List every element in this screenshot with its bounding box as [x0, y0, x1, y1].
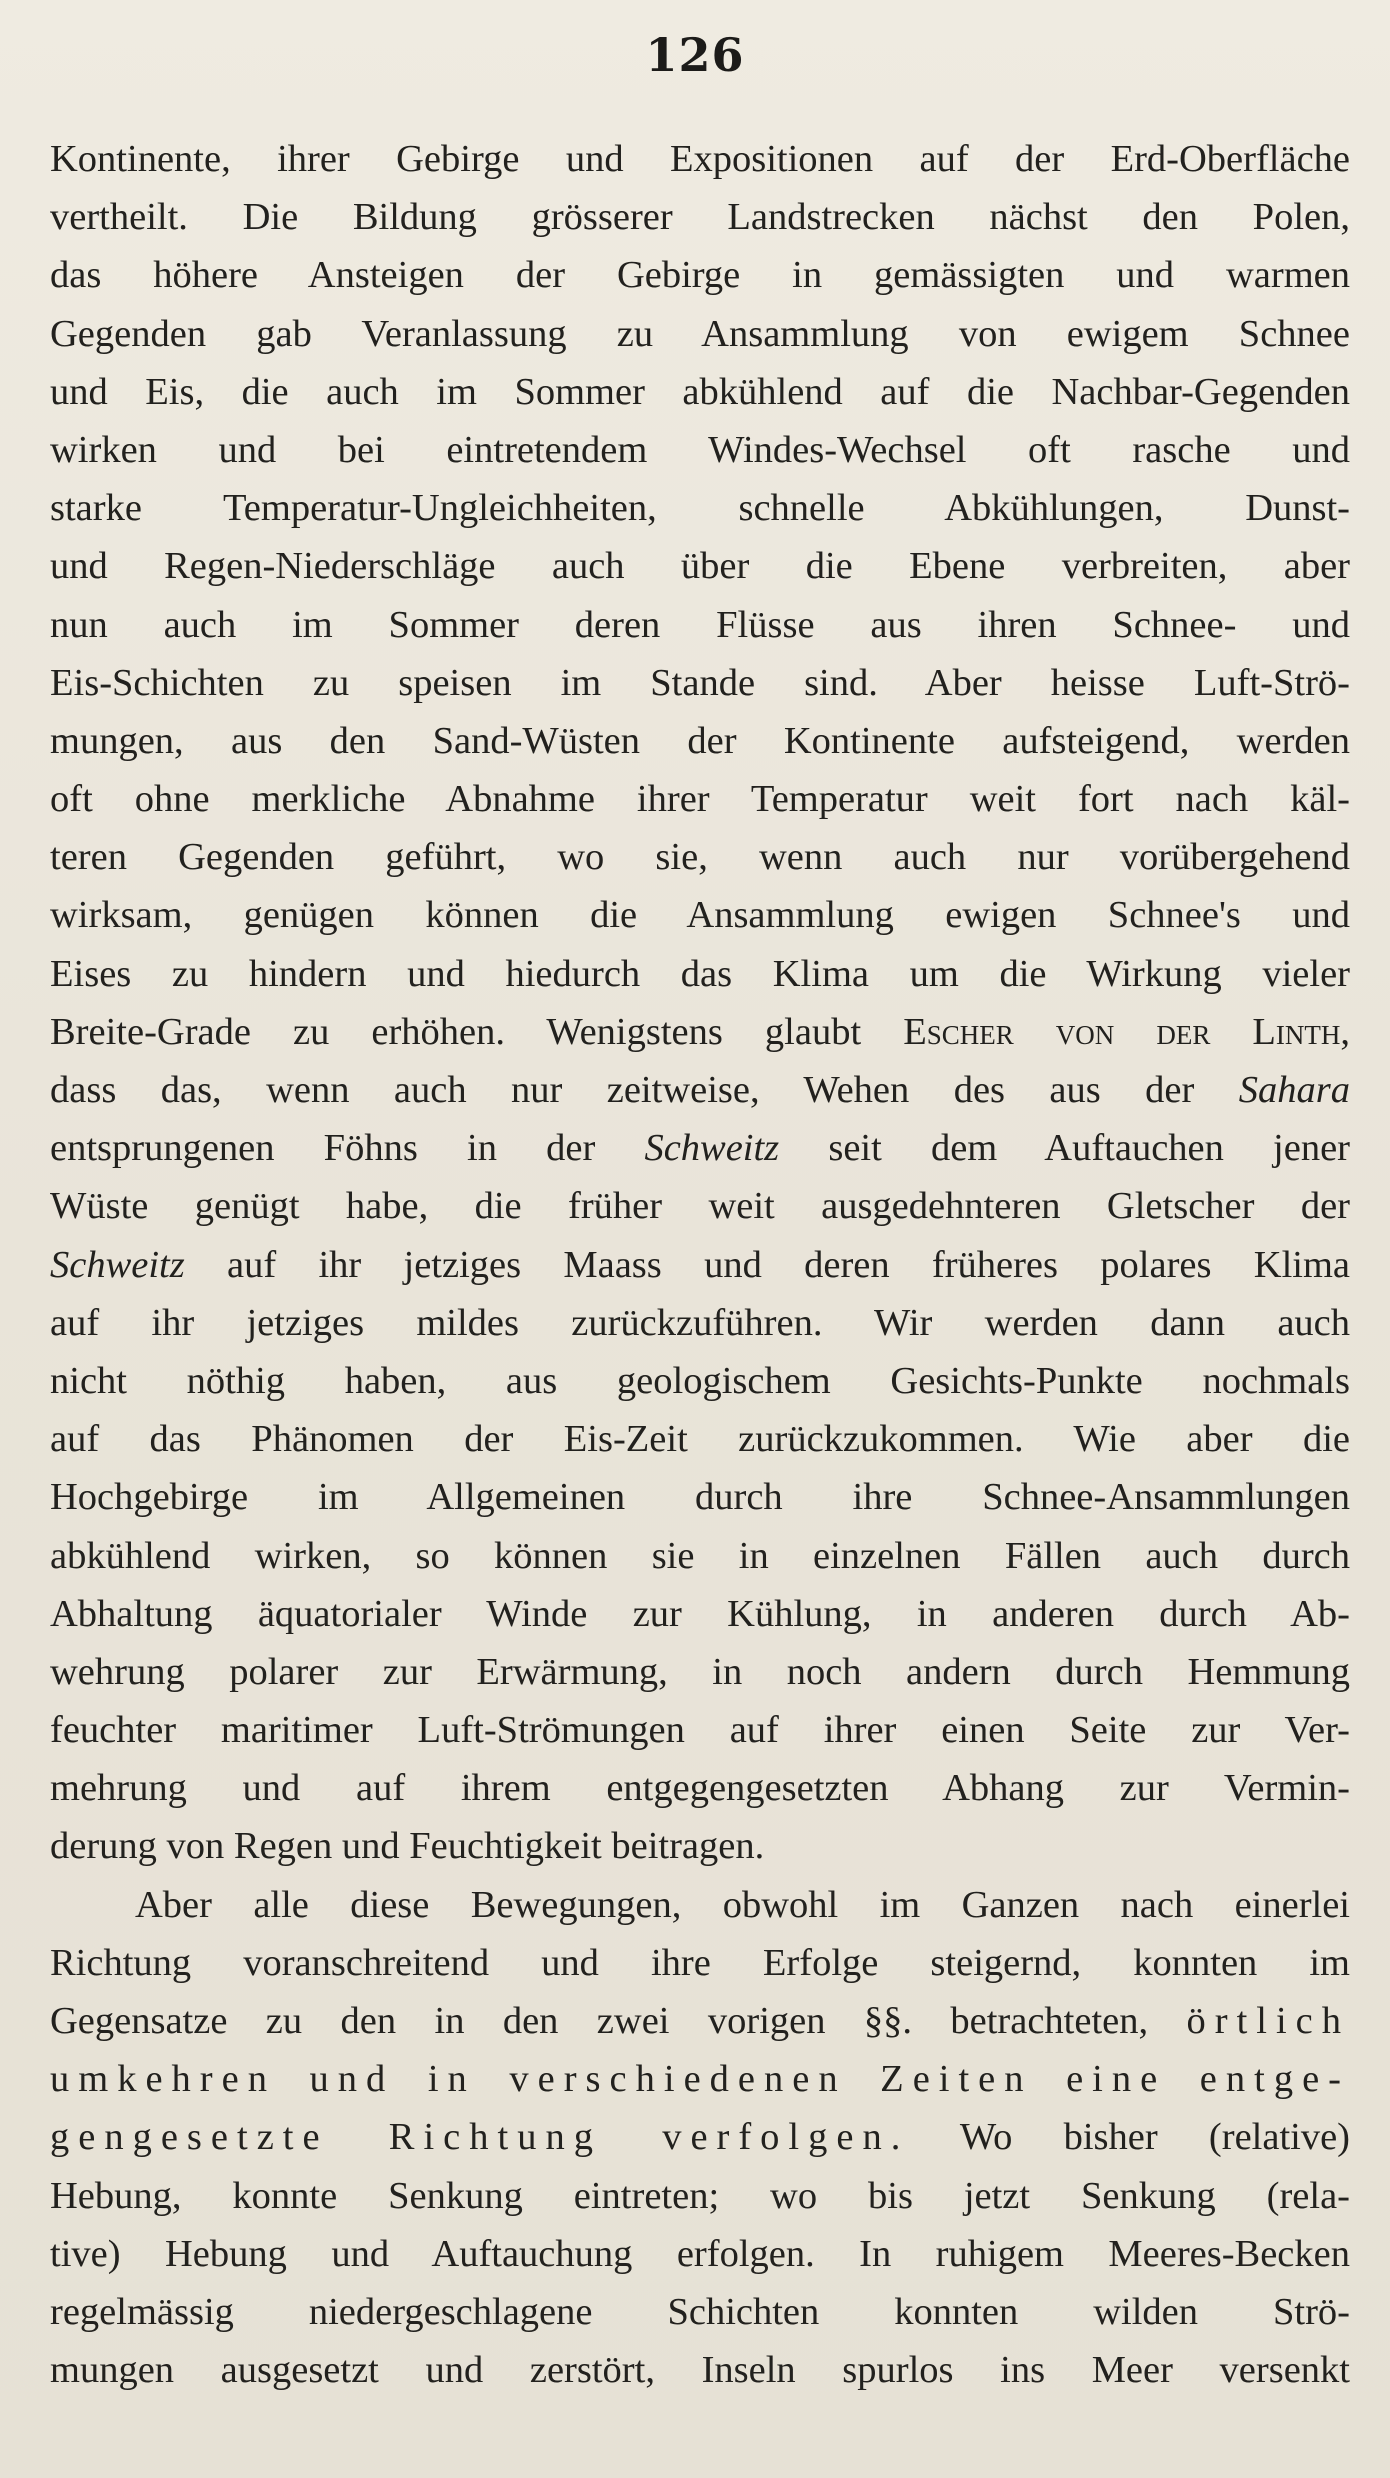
text-line: Richtung voranschreitend und ihre Erfolge steigernd, konnten im [50, 1941, 1350, 1984]
text-line: feuchter maritimer Luft-Strömungen auf ihrer einen Seite zur Ver- [50, 1709, 1350, 1752]
text-line [50, 1992, 1350, 2050]
text-line: Gegenden gab Veranlassung zu Ansammlung von ewigem Schnee [50, 312, 1350, 355]
text-line: Eises zu hindern und hiedurch das Klima um die Wirkung vieler [50, 952, 1350, 995]
text-line: mehrung und auf ihrem entgegengesetzten Abhang zur Vermin- [50, 1767, 1350, 1810]
text-line: tive) Hebung und Auftauchung erfolgen. In ruhigem Meeres-Becken [50, 2232, 1350, 2275]
text-line: mungen, aus den Sand-Wüsten der Kontinente aufsteigend, werden [50, 719, 1350, 762]
text-line: auf das Phänomen der Eis-Zeit zurückzukommen. Wie aber die [50, 1418, 1350, 1461]
text-line: mungen ausgesetzt und zerstört, Inseln spurlos ins Meer versenkt [50, 2349, 1350, 2392]
text-line: regelmässig niedergeschlagene Schichten konnten wilden Strö- [50, 2290, 1350, 2333]
text-line: Aber alle diese Bewegungen, obwohl im Ganzen nach einerlei [135, 1883, 1350, 1926]
text-line: oft ohne merkliche Abnahme ihrer Temperatur weit fort nach käl- [50, 778, 1350, 821]
line-text: dass das, wenn auch nur zeitweise, Wehen des aus der [50, 1069, 1239, 1111]
text-line: wirken und bei eintretendem Windes-Wechsel oft rasche und [50, 428, 1350, 471]
text-line [50, 1119, 1350, 1177]
line-text: entsprungenen Föhns in der [50, 1127, 645, 1170]
text-line: nicht nöthig haben, aus geologischem Gesichts-Punkte nochmals [50, 1359, 1350, 1402]
line-text: auf ihr jetziges Maass und deren früheres polares Klima [184, 1243, 1350, 1286]
author-name: Escher von der Linth, [903, 1010, 1350, 1053]
text-line [50, 1236, 1350, 1294]
text-line: abkühlend wirken, so können sie in einzelnen Fällen auch durch [50, 1534, 1350, 1577]
body-text [50, 130, 1350, 2399]
emphasized-text: umkehren und in verschiedenen Zeiten eine entge- [50, 2058, 1350, 2101]
text-line: Hebung, konnte Senkung eintreten; wo bis jetzt Senkung (rela- [50, 2174, 1350, 2217]
place-name: Schweitz [50, 1243, 185, 1286]
line-text: Wo bisher (relative) [909, 2116, 1350, 2159]
text-line: und Regen-Niederschläge auch über die Ebene verbreiten, aber [50, 545, 1350, 588]
text-line: das höhere Ansteigen der Gebirge in gemässigten und warmen [50, 254, 1350, 297]
page-number: 126 [645, 28, 745, 82]
emphasized-text: örtlich [1186, 2000, 1350, 2042]
line-text: seit dem Auftauchen jener [779, 1127, 1350, 1170]
text-line: derung von Regen und Feuchtigkeit beitragen. [50, 1825, 765, 1868]
text-line: Eis-Schichten zu speisen im Stande sind. Aber heisse Luft-Strö- [50, 661, 1350, 704]
text-line: wirksam, genügen können die Ansammlung ewigen Schnee's und [50, 894, 1350, 937]
text-line: wehrung polarer zur Erwärmung, in noch andern durch Hemmung [50, 1650, 1350, 1693]
line-text: Gegensatze zu den in den zwei vorigen §§. betrachteten, [50, 2000, 1187, 2042]
line-text: Breite-Grade zu erhöhen. Wenigstens glaubt [50, 1010, 904, 1053]
text-line: Kontinente, ihrer Gebirge und Expositionen auf der Erd-Oberfläche [50, 138, 1350, 180]
text-line [50, 1003, 1350, 1061]
text-line: auf ihr jetziges mildes zurückzuführen. Wir werden dann auch [50, 1301, 1350, 1344]
place-name: Schweitz [644, 1127, 780, 1170]
text-line: vertheilt. Die Bildung grösserer Landstrecken nächst den Polen, [50, 196, 1350, 239]
text-line: starke Temperatur-Ungleichheiten, schnelle Abkühlungen, Dunst- [50, 487, 1350, 530]
emphasized-text: gengesetzte Richtung verfolgen. [50, 2116, 910, 2159]
text-line: Hochgebirge im Allgemeinen durch ihre Schnee-Ansammlungen [50, 1476, 1350, 1519]
text-line [50, 1061, 1350, 1119]
text-line: Abhaltung äquatorialer Winde zur Kühlung, in anderen durch Ab- [50, 1592, 1350, 1635]
text-line [50, 2108, 1350, 2166]
text-line: teren Gegenden geführt, wo sie, wenn auch nur vorübergehend [50, 836, 1350, 879]
text-line: Wüste genügt habe, die früher weit ausgedehnteren Gletscher der [50, 1185, 1350, 1228]
text-line: nun auch im Sommer deren Flüsse aus ihren Schnee- und [50, 603, 1350, 646]
place-name: Sahara [1238, 1069, 1350, 1111]
text-line: und Eis, die auch im Sommer abkühlend auf die Nachbar-Gegenden [50, 370, 1350, 413]
